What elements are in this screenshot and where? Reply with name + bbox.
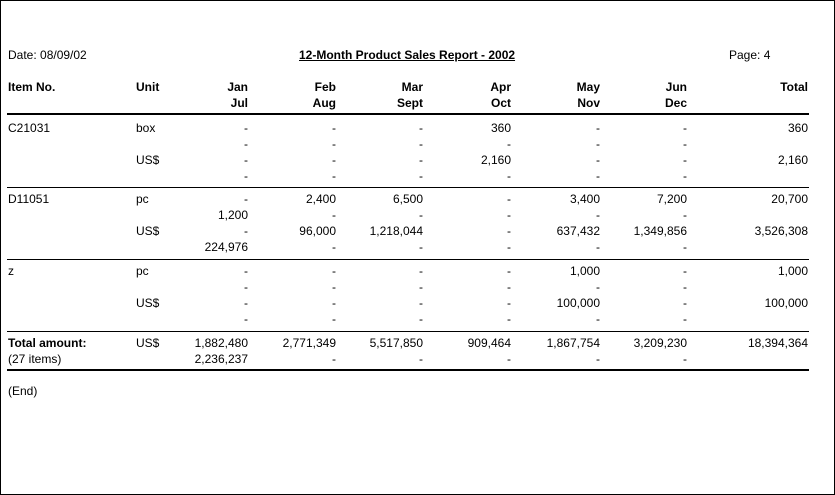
totals-month-11: - [596, 352, 600, 366]
group-divider [7, 259, 809, 260]
cell-month-4: 360 [490, 121, 511, 135]
cell-month-5: - [596, 153, 600, 167]
cell-month-2: 2,400 [305, 192, 336, 206]
cell-month-3: - [419, 153, 423, 167]
cell-month-1: - [244, 192, 248, 206]
cell-month-12: - [683, 280, 687, 294]
totals-month-3: 5,517,850 [369, 336, 423, 350]
unit-label: US$ [136, 296, 160, 310]
report-title: 12-Month Product Sales Report - 2002 [299, 48, 516, 62]
totals-month-1: 1,882,480 [194, 336, 248, 350]
cell-month-11: - [596, 240, 600, 254]
cell-month-7: - [244, 312, 248, 326]
cell-month-12: - [683, 240, 687, 254]
cell-month-7: - [244, 169, 248, 183]
page-number: Page: 4 [729, 48, 771, 62]
cell-month-6: - [683, 264, 687, 278]
cell-month-6: 7,200 [656, 192, 687, 206]
cell-month-8: - [332, 137, 336, 151]
cell-month-10: - [507, 240, 511, 254]
cell-month-11: - [596, 208, 600, 222]
col-header-unit: Unit [136, 80, 160, 94]
totals-month-2: 2,771,349 [282, 336, 336, 350]
cell-month-7: 224,976 [204, 240, 248, 254]
cell-month-2: 96,000 [299, 224, 336, 238]
cell-month-9: - [419, 208, 423, 222]
totals-item-count: (27 items) [8, 352, 62, 366]
totals-month-10: - [507, 352, 511, 366]
item-number: z [8, 264, 14, 278]
cell-month-2: - [332, 264, 336, 278]
unit-label: US$ [136, 224, 160, 238]
col-header-month-3: Mar [401, 80, 423, 94]
cell-month-4: - [507, 296, 511, 310]
cell-total: 2,160 [777, 153, 808, 167]
cell-total: 1,000 [777, 264, 808, 278]
col-header-month-2: Feb [314, 80, 336, 94]
cell-month-3: 1,218,044 [369, 224, 423, 238]
cell-month-10: - [507, 169, 511, 183]
totals-bottom-rule [7, 369, 809, 371]
unit-label: box [136, 121, 156, 135]
cell-month-12: - [683, 169, 687, 183]
cell-month-6: - [683, 121, 687, 135]
cell-month-11: - [596, 280, 600, 294]
cell-month-8: - [332, 312, 336, 326]
cell-month-9: - [419, 312, 423, 326]
cell-month-10: - [507, 208, 511, 222]
cell-month-8: - [332, 280, 336, 294]
col-header-month-11: Nov [577, 96, 600, 110]
col-header-month-7: Jul [230, 96, 248, 110]
totals-month-5: 1,867,754 [546, 336, 600, 350]
col-header-month-9: Sept [396, 96, 423, 110]
totals-month-4: 909,464 [467, 336, 511, 350]
col-header-month-6: Jun [665, 80, 687, 94]
cell-month-5: 3,400 [569, 192, 600, 206]
col-header-month-10: Oct [490, 96, 511, 110]
cell-month-9: - [419, 280, 423, 294]
cell-month-1: - [244, 264, 248, 278]
cell-month-10: - [507, 312, 511, 326]
unit-label: pc [136, 264, 149, 278]
cell-month-12: - [683, 137, 687, 151]
col-header-item: Item No. [8, 80, 56, 94]
cell-month-1: - [244, 153, 248, 167]
col-header-month-5: May [576, 80, 600, 94]
report-end-marker: (End) [8, 384, 38, 398]
cell-month-5: 637,432 [556, 224, 600, 238]
item-number: C21031 [8, 121, 51, 135]
totals-grand-total: 18,394,364 [747, 336, 808, 350]
cell-month-4: 2,160 [480, 153, 511, 167]
cell-month-1: - [244, 296, 248, 310]
col-header-month-8: Aug [312, 96, 336, 110]
totals-month-8: - [332, 352, 336, 366]
col-header-total: Total [780, 80, 808, 94]
cell-month-6: - [683, 296, 687, 310]
totals-month-12: - [683, 352, 687, 366]
cell-month-2: - [332, 153, 336, 167]
col-header-month-1: Jan [227, 80, 248, 94]
cell-month-7: 1,200 [217, 208, 248, 222]
cell-month-7: - [244, 280, 248, 294]
cell-month-8: - [332, 169, 336, 183]
cell-total: 3,526,308 [754, 224, 808, 238]
cell-month-5: 100,000 [556, 296, 600, 310]
unit-label: US$ [136, 153, 160, 167]
group-divider [7, 187, 809, 188]
cell-month-8: - [332, 240, 336, 254]
cell-month-12: - [683, 208, 687, 222]
cell-month-5: - [596, 121, 600, 135]
cell-month-4: - [507, 264, 511, 278]
cell-month-6: - [683, 153, 687, 167]
header-rule [7, 113, 809, 115]
cell-month-1: - [244, 121, 248, 135]
cell-month-2: - [332, 121, 336, 135]
totals-month-9: - [419, 352, 423, 366]
cell-month-3: - [419, 264, 423, 278]
totals-rule [7, 331, 809, 332]
cell-month-7: - [244, 137, 248, 151]
cell-month-4: - [507, 192, 511, 206]
report-date: Date: 08/09/02 [8, 48, 87, 62]
cell-total: 360 [787, 121, 808, 135]
cell-month-11: - [596, 312, 600, 326]
totals-label: Total amount: [8, 336, 87, 350]
cell-month-12: - [683, 312, 687, 326]
cell-month-9: - [419, 137, 423, 151]
cell-month-2: - [332, 296, 336, 310]
cell-month-6: 1,349,856 [633, 224, 687, 238]
cell-month-10: - [507, 137, 511, 151]
cell-month-3: 6,500 [392, 192, 423, 206]
cell-month-3: - [419, 296, 423, 310]
cell-month-9: - [419, 240, 423, 254]
cell-month-11: - [596, 137, 600, 151]
cell-total: 20,700 [771, 192, 808, 206]
cell-month-1: - [244, 224, 248, 238]
cell-month-4: - [507, 224, 511, 238]
unit-label: pc [136, 192, 149, 206]
cell-total: 100,000 [764, 296, 808, 310]
col-header-month-12: Dec [664, 96, 687, 110]
cell-month-3: - [419, 121, 423, 135]
cell-month-5: 1,000 [569, 264, 600, 278]
cell-month-8: - [332, 208, 336, 222]
cell-month-9: - [419, 169, 423, 183]
item-number: D11051 [8, 192, 50, 206]
totals-unit: US$ [136, 336, 160, 350]
col-header-month-4: Apr [490, 80, 511, 94]
totals-month-6: 3,209,230 [633, 336, 687, 350]
cell-month-11: - [596, 169, 600, 183]
cell-month-10: - [507, 280, 511, 294]
totals-month-7: 2,236,237 [194, 352, 248, 366]
